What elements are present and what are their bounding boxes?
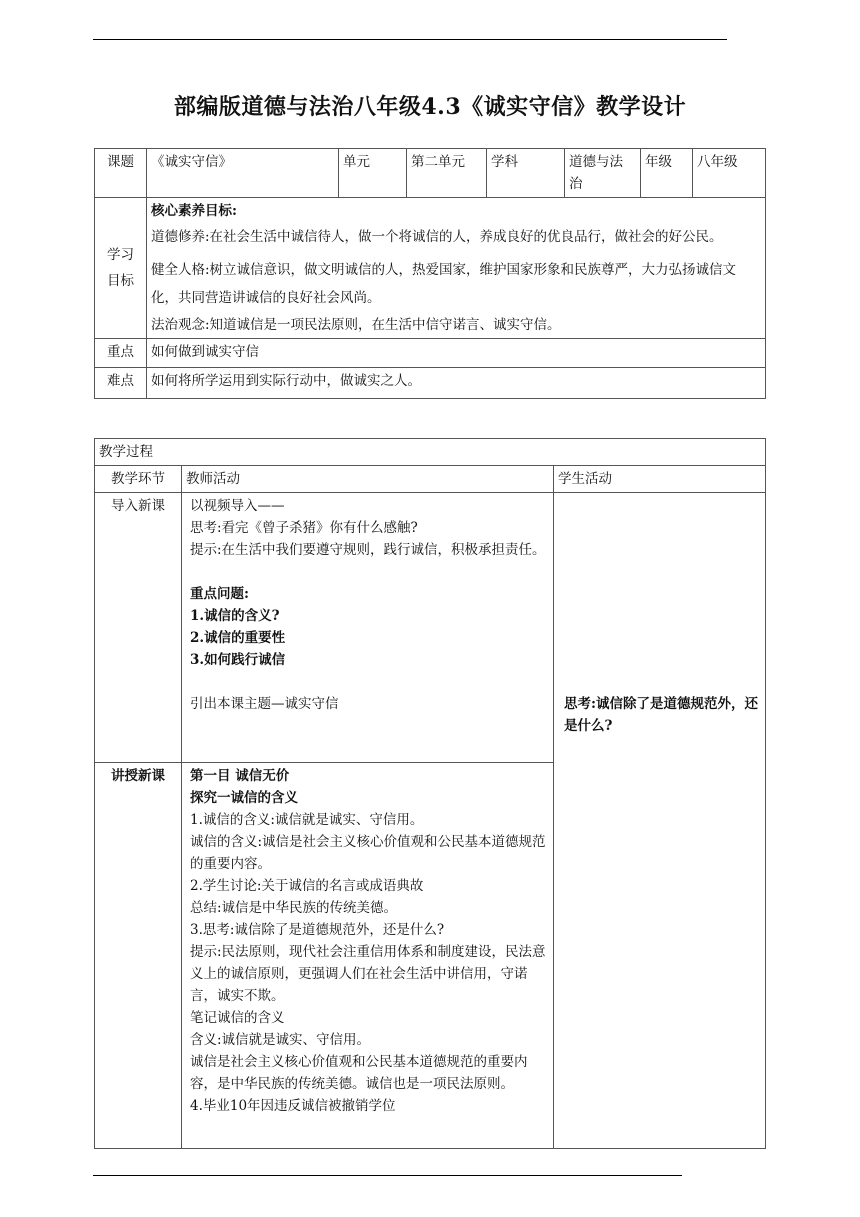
lesson-line: 2.学生讨论:关于诚信的名言或成语典故 — [190, 878, 424, 894]
goals-content — [147, 198, 766, 339]
col-stage-header: 教学环节 — [95, 466, 182, 493]
lesson-line: 诚信是社会主义核心价值观和公民基本道德规范的重要内容，是中华民族的传统美德。诚信也是一项民法原则。 — [190, 1054, 528, 1092]
grade-label: 年级 — [641, 149, 693, 198]
key-point-value: 如何做到诚实守信 — [147, 339, 766, 368]
student-activity-text: 思考:诚信除了是道德规范外，还是什么? — [564, 695, 758, 734]
new-lesson-teacher-activity — [182, 763, 554, 1149]
course-info-table — [94, 148, 766, 399]
intro-line: 思考:看完《曾子杀猪》你有什么感触? — [190, 520, 418, 536]
footer-rule — [93, 1175, 682, 1176]
key-question: 1.诚信的含义? — [190, 608, 280, 624]
intro-stage: 导入新课 — [95, 493, 182, 763]
intro-line: 以视频导入—— — [190, 498, 285, 514]
lesson-line: 含义:诚信就是诚实、守信用。 — [190, 1032, 371, 1048]
key-question: 2.诚信的重要性 — [190, 630, 286, 646]
teaching-process-table — [94, 438, 766, 1149]
key-questions-heading: 重点问题: — [190, 586, 249, 602]
col-teacher-header: 教师活动 — [182, 466, 554, 493]
section-heading: 第一目 诚信无价 — [190, 768, 290, 784]
subject-label: 学科 — [487, 149, 565, 198]
intro-teacher-activity — [182, 493, 554, 763]
goal-personality: 健全人格:树立诚信意识，做文明诚信的人，热爱国家，维护国家形象和民族尊严，大力弘扬诚信文化，共同营造讲诚信的良好社会风尚。 — [151, 262, 737, 306]
goals-heading: 核心素养目标: — [151, 203, 237, 219]
intro-topic: 引出本课主题—诚实守信 — [190, 696, 339, 712]
col-student-header: 学生活动 — [554, 466, 766, 493]
subsection-heading: 探究一诚信的含义 — [190, 790, 298, 806]
subject-value: 道德与法治 — [565, 149, 641, 198]
key-question: 3.如何践行诚信 — [190, 652, 286, 668]
goal-rule-of-law: 法治观念:知道诚信是一项民法原则，在生活中信守诺言、诚实守信。 — [151, 317, 561, 333]
course-label: 课题 — [95, 149, 147, 198]
difficulty-value: 如何将所学运用到实际行动中，做诚实之人。 — [147, 368, 766, 399]
unit-label: 单元 — [339, 149, 407, 198]
lesson-line: 总结:诚信是中华民族的传统美德。 — [190, 900, 398, 916]
key-point-label: 重点 — [95, 339, 147, 368]
unit-value: 第二单元 — [407, 149, 487, 198]
process-header: 教学过程 — [95, 439, 766, 466]
document-title: 部编版道德与法治八年级4.3《诚实守信》教学设计 — [173, 94, 687, 120]
lesson-line: 3.思考:诚信除了是道德规范外，还是什么? — [190, 922, 445, 938]
student-activity — [554, 493, 766, 1149]
lesson-line: 笔记诚信的含义 — [190, 1010, 285, 1026]
lesson-line: 4.毕业10年因违反诚信被撤销学位 — [190, 1098, 396, 1114]
course-value: 《诚实守信》 — [147, 149, 339, 198]
header-rule — [93, 39, 727, 40]
difficulty-label: 难点 — [95, 368, 147, 399]
lesson-line: 提示:民法原则，现代社会注重信用体系和制度建设，民法意义上的诚信原则，更强调人们在社会生活中讲信用，守诺言，诚实不欺。 — [190, 944, 546, 1004]
intro-line: 提示:在生活中我们要遵守规则，践行诚信，积极承担责任。 — [190, 542, 546, 558]
lesson-line: 诚信的含义:诚信是社会主义核心价值观和公民基本道德规范的重要内容。 — [190, 834, 546, 872]
new-lesson-stage: 讲授新课 — [95, 763, 182, 1149]
lesson-line: 1.诚信的含义:诚信就是诚实、守信用。 — [190, 812, 424, 828]
goals-label: 学习目标 — [95, 198, 147, 339]
grade-value: 八年级 — [693, 149, 766, 198]
goal-moral: 道德修养:在社会生活中诚信待人，做一个将诚信的人，养成良好的优良品行，做社会的好公民。 — [151, 229, 723, 245]
